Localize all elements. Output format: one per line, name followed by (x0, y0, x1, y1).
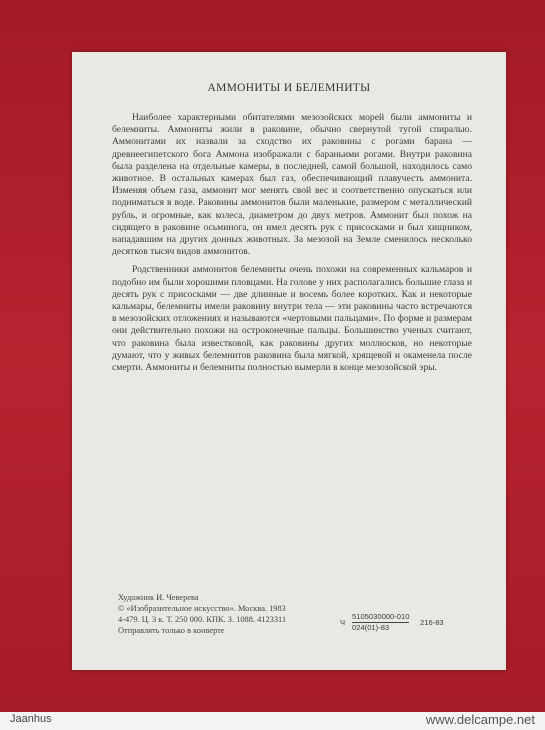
postcard-back (72, 52, 506, 670)
watermark-site: www.delcampe.net (425, 712, 535, 727)
paragraph-1: Наиболее характерными обитателями мезозойских морей были аммониты и белемниты. Аммониты жили в раковине, обычно свернутой тугой спиралью. Аммонитами их назвали за сходство их раковины с рогами барана — древнеегипетского бога Аммона изображали с бараньими рогами. Внутри раковина была разделена на отдельные камеры, в последней, самой большой, находилось само животное. В остальных камерах был газ, обеспечивающий плавучесть аммонита. Изменяя объем газа, аммонит мог менять свой вес и соответственно опускаться или подниматься в воде. Раковины аммонитов были маленькие, размером с металлический рубль, и огромные, как колеса, диаметром до двух метров. Аммонит был похож на сидящего в раковине осьминога, он имел десять рук с присосками и был хищником, нападавшим на других донных животных. За мезозой на Земле сменилось несколько десятков тысяч видов аммонитов. (112, 112, 472, 258)
code-denominator: 024(01)-83 (352, 623, 390, 632)
code-letter: Ч (340, 618, 346, 627)
credit-publisher: © «Изобразительное искусство». Москва. 1983 (118, 604, 286, 613)
card-body (112, 112, 472, 380)
code-fraction (352, 612, 409, 633)
watermark-seller: Jaanhus (10, 713, 52, 725)
credit-artist: Художник И. Чеверева (118, 593, 199, 602)
paragraph-2: Родственники аммонитов белемниты очень похожи на современных кальмаров и подобно им были хорошими пловцами. На голове у них располагались большие глаза и десять рук с присосками — две длинные и восемь более коротких. Как и некоторые кальмары, белемниты имели раковину внутри тела — эти раковины часто встречаются в мезозойских отложениях и называются «чертовыми пальцами». По форме и размерам они действительно похожи на остроконечные пальцы. Большинство ученых считают, что раковина была известковой, как раковины других моллюсков, но некоторые думают, что у живых белемнитов раковина была мягкой, хрящевой и окаменела после смерти. Аммониты и белемниты полностью вымерли в конце мезозойской эры. (112, 264, 472, 374)
credit-mailing-note: Отправлять только в конверте (118, 626, 225, 635)
publisher-credits (118, 592, 378, 636)
code-numerator: 5105030000-010 (352, 612, 410, 621)
card-title: АММОНИТЫ И БЕЛЕМНИТЫ (207, 82, 371, 94)
code-suffix: 216-83 (420, 618, 444, 627)
credit-print-info: 4-479. Ц. 3 к. Т. 250 000. КПК. З. 1088. 4123311 (118, 615, 287, 624)
